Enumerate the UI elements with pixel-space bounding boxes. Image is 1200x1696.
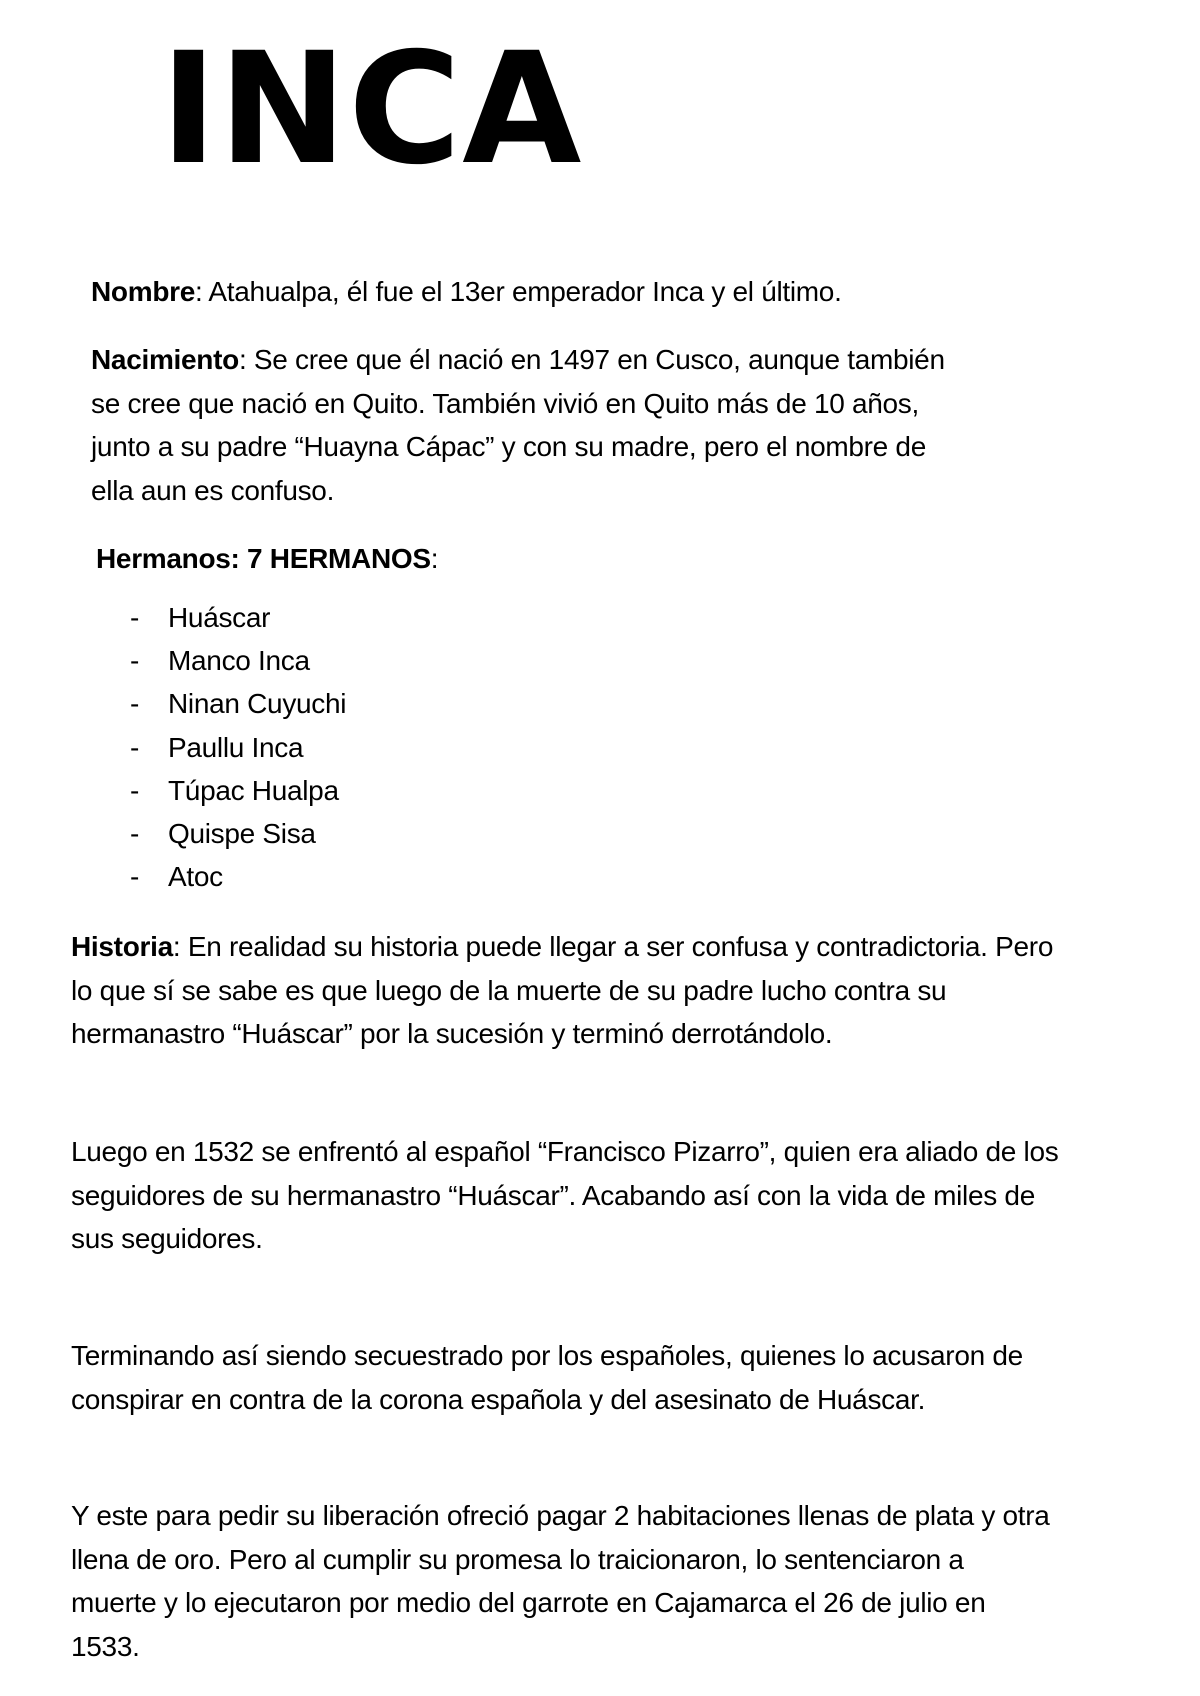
nombre-label: Nombre: [91, 276, 195, 307]
luego-line: sus seguidores.: [71, 1223, 263, 1254]
list-dash: -: [130, 818, 140, 850]
list-item: [130, 812, 346, 855]
nacimiento-line: junto a su padre “Huayna Cápac” y con su madre, pero el nombre de: [91, 431, 926, 462]
list-dash: -: [130, 645, 140, 677]
nacimiento-line: : Se cree que él nació en 1497 en Cusco, aunque también: [238, 344, 945, 375]
hermanos-label: Hermanos: 7 HERMANOS: [96, 543, 431, 574]
list-item: [130, 855, 346, 898]
sibling-name: Ninan Cuyuchi: [168, 688, 347, 720]
nacimiento-label: Nacimiento: [91, 344, 239, 375]
nacimiento-line: ella aun es confuso.: [91, 474, 335, 506]
luego-paragraph: [71, 1130, 1151, 1261]
list-item: [130, 682, 346, 725]
nacimiento-paragraph: [91, 338, 1041, 512]
sibling-name: Quispe Sisa: [168, 818, 316, 850]
rescate-paragraph: [71, 1494, 1151, 1668]
list-dash: -: [130, 688, 140, 720]
sibling-name: Manco Inca: [168, 645, 310, 677]
list-dash: -: [130, 731, 140, 763]
terminando-paragraph: [71, 1334, 1151, 1421]
historia-line: lo que sí se sabe es que luego de la muerte de su padre lucho contra su: [71, 974, 947, 1006]
nombre-text: : Atahualpa, él fue el 13er emperador Inca y el último.: [195, 276, 842, 307]
list-dash: -: [130, 861, 140, 893]
luego-line: Luego en 1532 se enfrentó al español “Francisco Pizarro”, quien era aliado de los: [71, 1136, 1059, 1167]
siblings-list: [130, 596, 346, 898]
sibling-name: Paullu Inca: [168, 731, 304, 763]
list-dash: -: [130, 774, 140, 806]
list-item: [130, 596, 346, 639]
document-title: INCA: [160, 20, 583, 199]
list-item: [130, 726, 346, 769]
rescate-line: llena de oro. Pero al cumplir su promesa lo traicionaron, lo sentenciaron a: [71, 1543, 964, 1575]
hermanos-heading: [96, 537, 438, 581]
terminando-line: Terminando así siendo secuestrado por los españoles, quienes lo acusaron de: [71, 1340, 1023, 1371]
list-item: [130, 769, 346, 812]
sibling-name: Atoc: [168, 861, 223, 893]
list-dash: -: [130, 602, 140, 633]
luego-line: seguidores de su hermanastro “Huáscar”. Acabando así con la vida de miles de: [71, 1179, 1035, 1211]
terminando-line: conspirar en contra de la corona española y del asesinato de Huáscar.: [71, 1383, 926, 1415]
historia-label: Historia: [71, 931, 173, 962]
rescate-line: 1533.: [71, 1630, 140, 1662]
rescate-line: Y este para pedir su liberación ofreció pagar 2 habitaciones llenas de plata y otra: [71, 1500, 1050, 1531]
sibling-name: Túpac Hualpa: [168, 774, 339, 806]
historia-line: : En realidad su historia puede llegar a ser confusa y contradictoria. Pero: [172, 931, 1054, 962]
nacimiento-line: se cree que nació en Quito. También vivió en Quito más de 10 años,: [91, 387, 919, 419]
rescate-line: muerte y lo ejecutaron por medio del garrote en Cajamarca el 26 de julio en: [71, 1587, 986, 1618]
historia-paragraph: [71, 925, 1151, 1056]
list-item: [130, 639, 346, 682]
sibling-name: Huáscar: [168, 602, 271, 633]
nombre-paragraph: [91, 270, 842, 314]
historia-line: hermanastro “Huáscar” por la sucesión y terminó derrotándolo.: [71, 1018, 833, 1049]
hermanos-suffix: :: [430, 543, 439, 574]
